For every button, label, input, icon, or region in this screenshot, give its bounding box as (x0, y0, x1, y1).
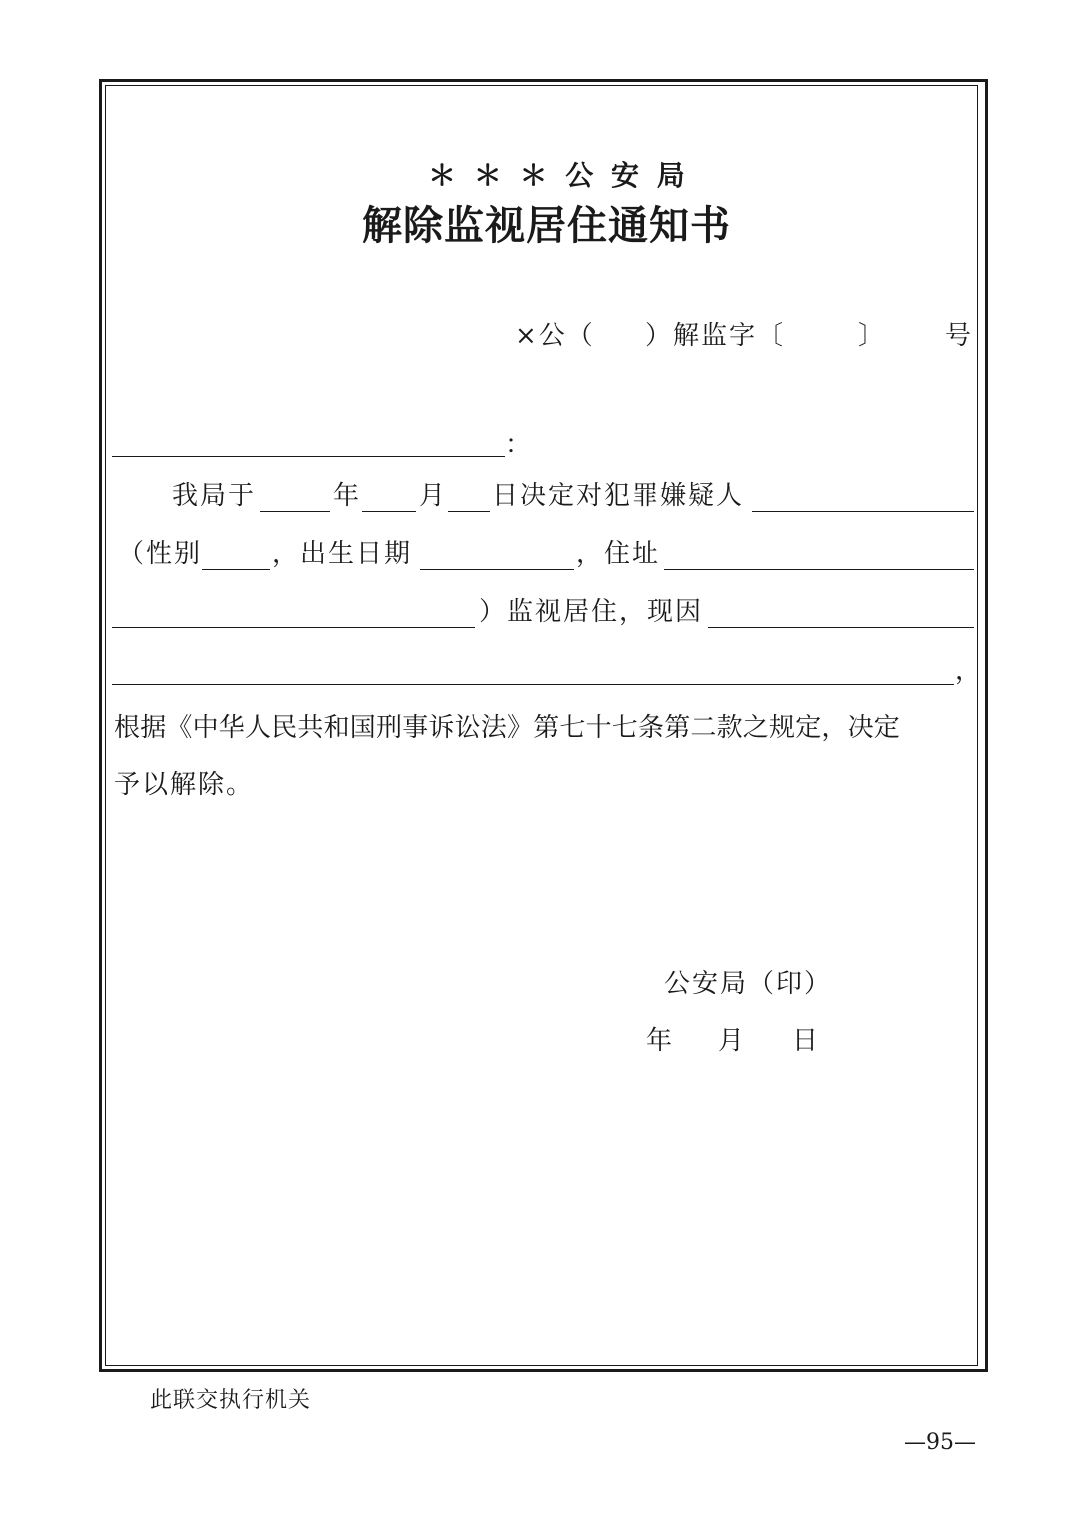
body-line1-month: 月 (419, 481, 448, 511)
month-blank[interactable] (362, 511, 416, 512)
signature-year: 年 (646, 1026, 675, 1056)
doc-number-middle: ）解监字〔 (645, 321, 786, 351)
birthdate-blank[interactable] (420, 569, 574, 570)
document-title: 解除监视居住通知书 (362, 202, 731, 249)
signature-seal: 公安局（印） (664, 969, 833, 999)
copy-note: 此联交执行机关 (150, 1388, 312, 1413)
recipient-colon: ： (505, 430, 534, 460)
suspect-name-blank[interactable] (752, 511, 974, 512)
signature-day: 日 (792, 1026, 821, 1056)
body-line2-gender: （性别 (118, 539, 203, 569)
doc-number-suffix: 号 (945, 321, 974, 351)
recipient-blank[interactable] (112, 456, 505, 457)
body-line4-comma: ， (955, 656, 984, 686)
body-line2-address: ，住址 (576, 539, 661, 569)
gender-blank[interactable] (202, 569, 270, 570)
year-blank[interactable] (260, 511, 330, 512)
body-line6-text: 予以解除。 (114, 770, 255, 800)
address-continued-blank[interactable] (112, 627, 475, 628)
body-line3-text: ）监视居住，现因 (479, 597, 704, 627)
day-blank[interactable] (448, 511, 490, 512)
body-line2-birth: ，出生日期 (272, 539, 413, 569)
reason-continued-blank[interactable] (112, 684, 954, 685)
body-line1-start: 我局于 (172, 481, 257, 511)
doc-number-bracket-close: 〕 (858, 321, 887, 351)
agency-name: ＊ ＊ ＊ 公 安 局 (428, 159, 689, 192)
body-line1-decide: 日决定对犯罪嫌疑人 (492, 481, 745, 511)
reason-blank[interactable] (708, 627, 974, 628)
signature-month: 月 (718, 1026, 747, 1056)
body-line1-year: 年 (333, 481, 362, 511)
body-line5-text: 根据《中华人民共和国刑事诉讼法》第七十七条第二款之规定，决定 (114, 713, 901, 743)
address-blank[interactable] (664, 569, 974, 570)
doc-number-prefix: ×公（ (515, 321, 595, 351)
page-number: —95— (904, 1430, 976, 1455)
